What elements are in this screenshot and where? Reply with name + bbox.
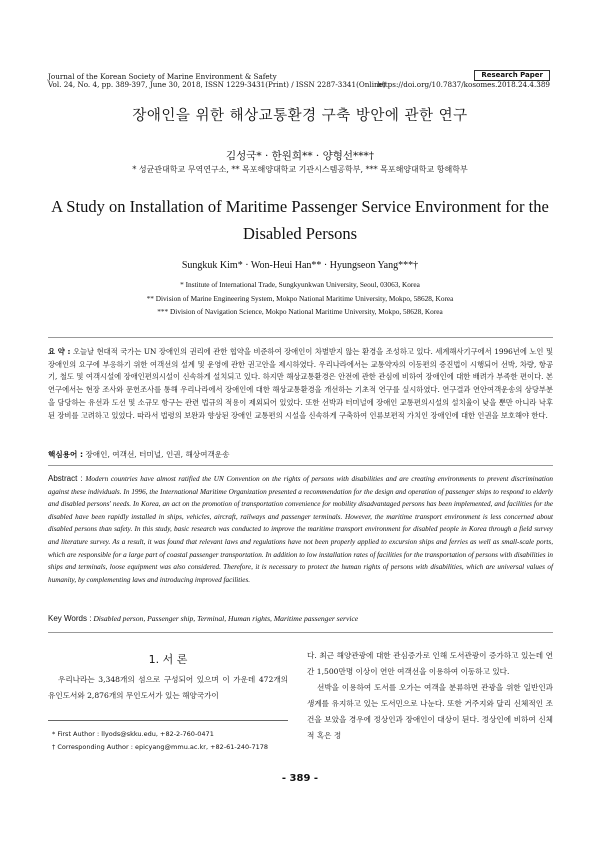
english-abstract-label: Abstract : bbox=[48, 474, 83, 483]
body-left-column: 우리나라는 3,348개의 섬으로 구성되어 있으며 이 가운데 472개의 유인도서와 2,876개의 무인도서가 있는 해양국가이 bbox=[48, 675, 288, 700]
divider bbox=[48, 337, 553, 338]
footnote-divider bbox=[48, 720, 288, 721]
english-keywords-label: Key Words : bbox=[48, 614, 92, 623]
body-paragraph: 선박을 이용하여 도서를 오가는 여객을 분류하면 관광을 위한 일반인과 생계를 유지하고 있는 도서민으로 나눈다. 또한 거주지와 달리 신체적인 조건을 보았을 경우에 정상인과 장애인이 대상이 된다. 정상인에 비하여 신체적 혹은 정 bbox=[307, 683, 553, 740]
english-abstract-text: Modern countries have almost ratified the UN Convention on the rights of persons with disabilities and are creating environments to prevent discrimination against these individuals. In 1996, the International Maritime Organization presented a recommendation for the design and operation of passenger ships to respond to elderly and disabled persons' needs. In Korea, an act on the promotion of transportation convenience for mobility disadvantaged persons has been implemented, and facilities for the disabled have been rapidly installed in ships, vehicles, aircraft, railways and passenger terminals. However, the maritime transport environment is less concerned about disabled persons than safety. In this study, basic research was conducted to improve the maritime transport environment for disabled people in Korea through a field survey and literature survey. As a result, it was found that relevant laws and regulations have not been properly applied to excursion ships and ferries as well as small-scale ports, which are responsible for a large part of coastal passenger transportation. In addition to low installation rates of facilities for the transportation of persons with disabilities in ships and terminals, loose equipment was also considered. Therefore, it is necessary to protect the human rights of persons with disabilities, which are universal values of humanity, by complementing laws and introducing improved facilities. bbox=[48, 475, 554, 584]
korean-abstract bbox=[48, 346, 553, 422]
affiliation-2: ** Division of Marine Engineering System, Mokpo National Maritime University, Mokpo, 58628, Korea bbox=[146, 293, 454, 303]
korean-keywords-label: 핵심용어 : bbox=[48, 450, 84, 459]
first-author-footnote: * First Author : llyods@skku.edu, +82-2-760-0471 bbox=[52, 730, 214, 738]
paper-type-badge: Research Paper bbox=[474, 70, 550, 81]
korean-authors: 김성국* · 한원희** · 양형선***† bbox=[225, 150, 375, 162]
corresponding-author-footnote: † Corresponding Author : epicyang@mmu.ac.kr, +82-61-240-7178 bbox=[52, 743, 269, 751]
korean-abstract-text: 오늘날 현대적 국가는 UN 장애인의 권리에 관한 협약을 비준하여 장애인이 차별받지 않는 환경을 조성하고 있다. 세계해사기구에서 1996년에 노인 및 장애인의 요구에 부응하기 위한 여객선의 설계 및 운영에 관한 권고안을 제시하였다. 우리나라에서는 교통약자의 이동편의 증진법이 시행되어 선박, 차량, 항공기, 철도 및 여객시설에 장애인편의시설이 신속하게 설치되고 있다. 하지만 해상교통환경은 안전에 관한 관심에 비하여 장애인에 대한 배려가 부족한 편이다. 본 연구에서는 현장 조사와 문헌조사를 통해 우리나라에서 장애인에 대한 해상교통환경을 개선하는 기초적 연구를 실시하였다. 연구결과 연안여객운송의 상당부분을 담당하는 유선과 도선 및 소규모 항구는 관련 법규의 적용이 제외되어 있었다. 또한 선박과 터미널에 장애인 교통편의시설의 설치율이 낮을 뿐만 아니라 낙후된 장비를 고려하고 있었다. 따라서 법령의 보완과 향상된 장애인 교통편의 시설을 신속하게 구축하여 인류보편적 가치인 장애인에 대한 인권을 보호해야 한다. bbox=[48, 347, 553, 420]
divider bbox=[48, 465, 553, 466]
affiliation-3: *** Division of Navigation Science, Mokpo National Maritime University, Mokpo, 58628, Korea bbox=[157, 307, 443, 316]
korean-affiliations: * 성균관대학교 무역연구소, ** 목포해양대학교 기관시스템공학부, *** 목포해양대학교 항해학부 bbox=[132, 165, 468, 174]
korean-keywords-text: 장애인, 여객선, 터미널, 인권, 해상여객운송 bbox=[85, 450, 230, 459]
body-right-column bbox=[307, 648, 553, 744]
english-abstract bbox=[48, 473, 553, 586]
korean-abstract-label: 요 약 : bbox=[48, 347, 71, 356]
english-affiliations bbox=[0, 278, 600, 319]
english-title: A Study on Installation of Maritime Passenger Service Environment for the Disabled Persons bbox=[51, 197, 549, 243]
body-paragraph: 다. 최근 해양관광에 대한 관심증가로 인해 도서관광이 증가하고 있는데 연간 1,500만명 이상이 연안 여객선을 이용하여 이동하고 있다. bbox=[307, 651, 553, 676]
footnotes bbox=[52, 728, 268, 754]
page-number: - 389 - bbox=[281, 773, 319, 784]
english-keywords-text: Disabled person, Passenger ship, Terminal, Human rights, Maritime passenger service bbox=[93, 614, 359, 623]
volume-info: Vol. 24, No. 4, pp. 389-397, June 30, 2018, ISSN 1229-3431(Print) / ISSN 2287-3341(Online) bbox=[48, 80, 386, 89]
doi-link[interactable]: https://doi.org/10.7837/kosomes.2018.24.4.389 bbox=[377, 80, 550, 89]
journal-name: Journal of the Korean Society of Marine Environment & Safety bbox=[48, 72, 277, 81]
korean-keywords bbox=[48, 449, 229, 460]
section-heading: 1. 서 론 bbox=[148, 653, 188, 666]
korean-title: 장애인을 위한 해상교통환경 구축 방안에 관한 연구 bbox=[132, 108, 468, 124]
english-keywords bbox=[48, 614, 358, 623]
affiliation-1: * Institute of International Trade, Sungkyunkwan University, Seoul, 03063, Korea bbox=[180, 280, 420, 289]
english-authors: Sungkuk Kim* · Won-Heui Han** · Hyungseon Yang***† bbox=[181, 260, 419, 271]
divider bbox=[48, 632, 553, 633]
